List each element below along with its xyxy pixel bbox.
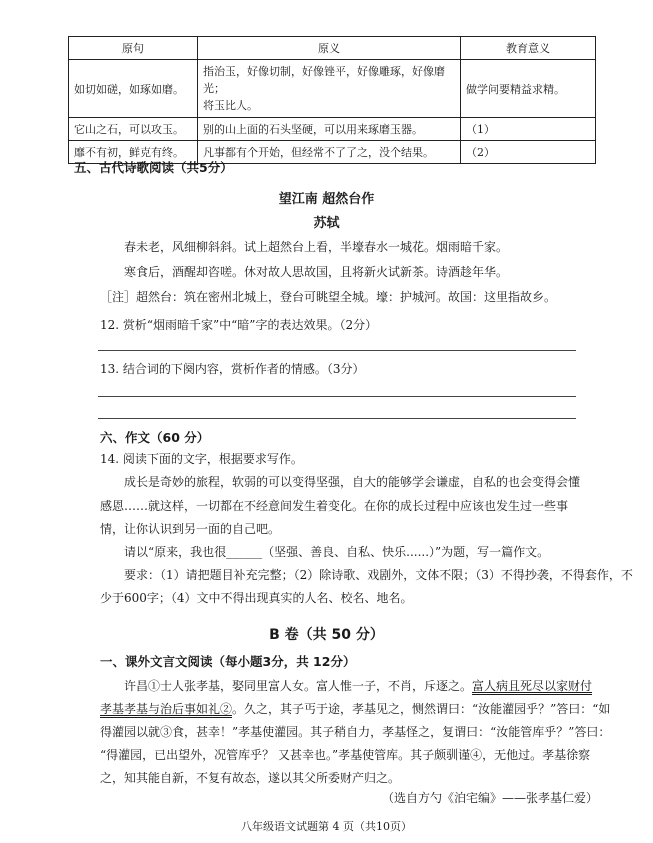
- table-header-row: [69, 37, 596, 60]
- table-header: 原义: [198, 37, 461, 60]
- prompt-text: 感恩……就这样，一切都在不经意间发生着变化。在你的成长过程中应该也发生过一些事: [100, 499, 569, 513]
- passage-line: [124, 677, 592, 694]
- table-header: 教育意义: [461, 37, 596, 60]
- prompt-text: 情，让你认识到另一面的自己吧。: [100, 522, 281, 536]
- table-cell: 靡不有初，鲜克有终。: [69, 141, 198, 164]
- question-13: 13. 结合词的下阕内容，赏析作者的情感。（3分）: [100, 362, 365, 376]
- section-heading: 五、古代诗歌阅读（共5分）: [74, 160, 233, 175]
- source-table: [68, 36, 596, 164]
- poem-line: 寒食后，酒醒却咨嗟。休对故人思故国，且将新火试新茶。诗酒趁年华。: [124, 265, 509, 279]
- passage-line: 之，知其能自新，不复有故态，遂以其父所委财产归之。: [100, 771, 401, 785]
- passage-source: （选自方勺《泊宅编》——张孝基仁爱）: [382, 791, 599, 805]
- requirements-text: 少于600字；（4）文中不得出现真实的人名、校名、地名。: [100, 591, 413, 605]
- passage-line: 得灌园以就③食，甚幸！”孝基使灌园。其子稍自力，孝基怪之，复谓曰：“汝能管库乎？”答曰：: [100, 725, 611, 739]
- section-heading: 一、课外文言文阅读（每小题3分，共 12分）: [100, 654, 356, 669]
- poem-title: 望江南 超然台作: [278, 192, 375, 207]
- underlined-text: 孝基孝基与治后事如礼②: [100, 702, 233, 716]
- underlined-text: 富人病且死尽以家财付: [472, 679, 593, 693]
- part-b-title: B 卷（共 50 分）: [269, 627, 384, 643]
- poem-note: ［注］超然台：筑在密州北城上，登台可眺望全城。壕：护城河。故国：这里指故乡。: [100, 290, 557, 304]
- table-cell: 它山之石，可以攻玉。: [69, 118, 198, 141]
- passage-text: 许昌①士人张孝基，娶同里富人女。富人惟一子，不肖，斥逐之。: [124, 679, 473, 693]
- passage-line: “得灌园，已出望外，况管库乎？ 又甚幸也。”孝基使管库。其子颇驯谨④，无他过。孝基徐察: [100, 748, 591, 762]
- passage-text: 。久之，其子丐于途，孝基见之，恻然谓曰：“汝能灌园乎？”答曰：“如: [232, 702, 611, 716]
- answer-line: [98, 396, 576, 397]
- section-heading: 六、作文（60 分）: [100, 430, 210, 445]
- table-cell-text: 将玉比人。: [203, 99, 258, 112]
- table-cell: （2）: [461, 141, 596, 164]
- answer-line: [98, 350, 576, 351]
- table-cell: 做学问要精益求精。: [461, 60, 596, 118]
- answer-line: [98, 418, 576, 419]
- poem-author: 苏轼: [313, 216, 340, 231]
- table-row: [69, 118, 596, 141]
- table-cell: 如切如磋，如琢如磨。: [69, 60, 198, 118]
- page-footer: 八年级语文试题第 4 页（共10页）: [241, 820, 412, 833]
- poem-line: 春未老，风细柳斜斜。试上超然台上看，半壕春水一城花。烟雨暗千家。: [124, 240, 509, 254]
- table-cell: 凡事都有个开始，但经常不了了之，没个结果。: [198, 141, 461, 164]
- table-header: 原句: [69, 37, 198, 60]
- prompt-text: 成长是奇妙的旅程，软弱的可以变得坚强，自大的能够学会谦虚，自私的也会变得会懂: [124, 475, 581, 489]
- table-cell: [198, 60, 461, 118]
- prompt-text: 请以“原来，我也很______（坚强、善良、自私、快乐......）”为题，写一篇作文。: [124, 545, 550, 559]
- question-14: 14. 阅读下面的文字，根据要求写作。: [100, 452, 303, 466]
- passage-line: [100, 700, 610, 717]
- table-cell: 别的山上面的石头坚硬，可以用来琢磨玉器。: [198, 118, 461, 141]
- question-12: 12. 赏析“烟雨暗千家”中“暗”字的表达效果。（2分）: [100, 318, 378, 332]
- table-cell: （1）: [461, 118, 596, 141]
- table-row: [69, 60, 596, 118]
- requirements-text: 要求：（1）请把题目补充完整；（2）除诗歌、戏剧外，文体不限；（3）不得抄袭，不得套作，不: [124, 568, 633, 582]
- table-cell-text: 指治玉，好像切制，好像锉平，好像雕琢，好像磨光；: [203, 65, 445, 95]
